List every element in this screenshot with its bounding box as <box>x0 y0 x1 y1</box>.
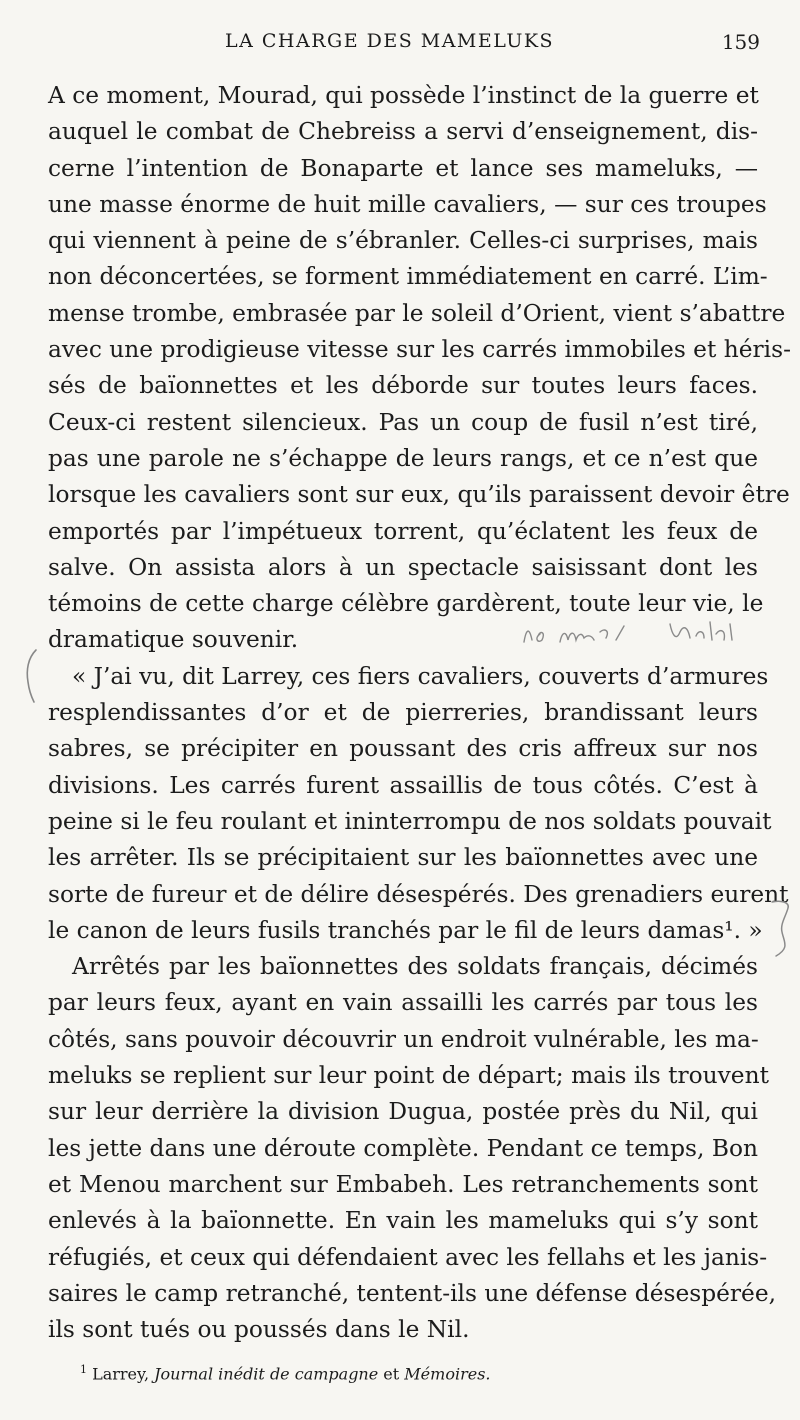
footnote-work: Journal inédit de campagne <box>154 1364 379 1384</box>
text-line: dramatique souvenir. <box>48 626 299 654</box>
text-line: sés de baïonnettes et les déborde sur toutes leurs faces. <box>48 372 758 400</box>
footnote <box>80 1363 490 1383</box>
text-line: les jette dans une déroute complète. Pendant ce temps, Bon <box>48 1134 758 1162</box>
text-line: divisions. Les carrés furent assaillis de tous côtés. C’est à <box>48 771 758 799</box>
text-line: enlevés à la baïonnette. En vain les mameluks qui s’y sont <box>48 1207 758 1235</box>
text-line: saires le camp retranché, tentent-ils une défense désespérée, <box>48 1279 777 1307</box>
text-line: par leurs feux, ayant en vain assailli les carrés par tous les <box>48 989 758 1017</box>
text-line: témoins de cette charge célèbre gardèrent, toute leur vie, le <box>48 590 764 618</box>
running-title: LA CHARGE DES MAMELUKS <box>225 30 555 52</box>
footnote-marker: 1 <box>80 1363 87 1376</box>
text-line: Arrêtés par les baïonnettes des soldats français, décimés <box>72 953 758 981</box>
text-line: une masse énorme de huit mille cavaliers, — sur ces troupes <box>48 190 767 218</box>
text-line: Ceux-ci restent silencieux. Pas un coup de fusil n’est tiré, <box>48 408 758 436</box>
text-line: le canon de leurs fusils tranchés par le fil de leurs damas¹. » <box>48 916 763 944</box>
text-line: emportés par l’impétueux torrent, qu’éclatent les feux de <box>48 517 758 545</box>
text-line: côtés, sans pouvoir découvrir un endroit vulnérable, les ma- <box>48 1025 759 1053</box>
running-head <box>225 30 760 60</box>
page-number: 159 <box>721 30 760 54</box>
text-line: resplendissantes d’or et de pierreries, brandissant leurs <box>48 699 758 727</box>
text-line: cerne l’intention de Bonaparte et lance ses mameluks, — <box>48 154 758 182</box>
text-line: sabres, se précipiter en poussant des cris affreux sur nos <box>48 735 758 763</box>
text-line: meluks se replient sur leur point de départ; mais ils trouvent <box>48 1062 769 1090</box>
text-line: lorsque les cavaliers sont sur eux, qu’ils paraissent devoir être <box>48 481 790 509</box>
text-line: avec une prodigieuse vitesse sur les carrés immobiles et héris- <box>48 336 791 364</box>
text-line: sur leur derrière la division Dugua, postée près du Nil, qui <box>48 1098 758 1126</box>
text-line: réfugiés, et ceux qui défendaient avec les fellahs et les janis- <box>48 1243 768 1271</box>
footnote-conj: et <box>383 1364 400 1384</box>
text-line: qui viennent à peine de s’ébranler. Celles-ci surprises, mais <box>48 227 758 255</box>
text-line: les arrêter. Ils se précipitaient sur les baïonnettes avec une <box>48 844 758 872</box>
text-line: auquel le combat de Chebreiss a servi d’enseignement, dis- <box>48 118 758 146</box>
text-line: et Menou marchent sur Embabeh. Les retranchements sont <box>48 1170 758 1198</box>
text-line: non déconcertées, se forment immédiatement en carré. L’im- <box>48 263 768 291</box>
text-line: peine si le feu roulant et ininterrompu de nos soldats pouvait <box>48 807 772 835</box>
text-line: pas une parole ne s’échappe de leurs rangs, et ce n’est que <box>48 444 758 472</box>
text-line: salve. On assista alors à un spectacle saisissant dont les <box>48 553 758 581</box>
text-line: A ce moment, Mourad, qui possède l’instinct de la guerre et <box>48 82 759 109</box>
text-line: mense trombe, embrasée par le soleil d’Orient, vient s’abattre <box>48 299 786 327</box>
margin-bracket-mark <box>22 648 40 704</box>
text-line: « J’ai vu, dit Larrey, ces fiers cavaliers, couverts d’armures <box>72 662 769 690</box>
text-line: sorte de fureur et de délire désespérés. Des grenadiers eurent <box>48 880 789 908</box>
footnote-work2: Mémoires. <box>404 1364 491 1384</box>
footnote-author: Larrey, <box>92 1364 150 1384</box>
text-line: ils sont tués ou poussés dans le Nil. <box>48 1316 470 1344</box>
margin-bracket-mark <box>768 898 796 960</box>
body-text <box>48 78 791 1348</box>
